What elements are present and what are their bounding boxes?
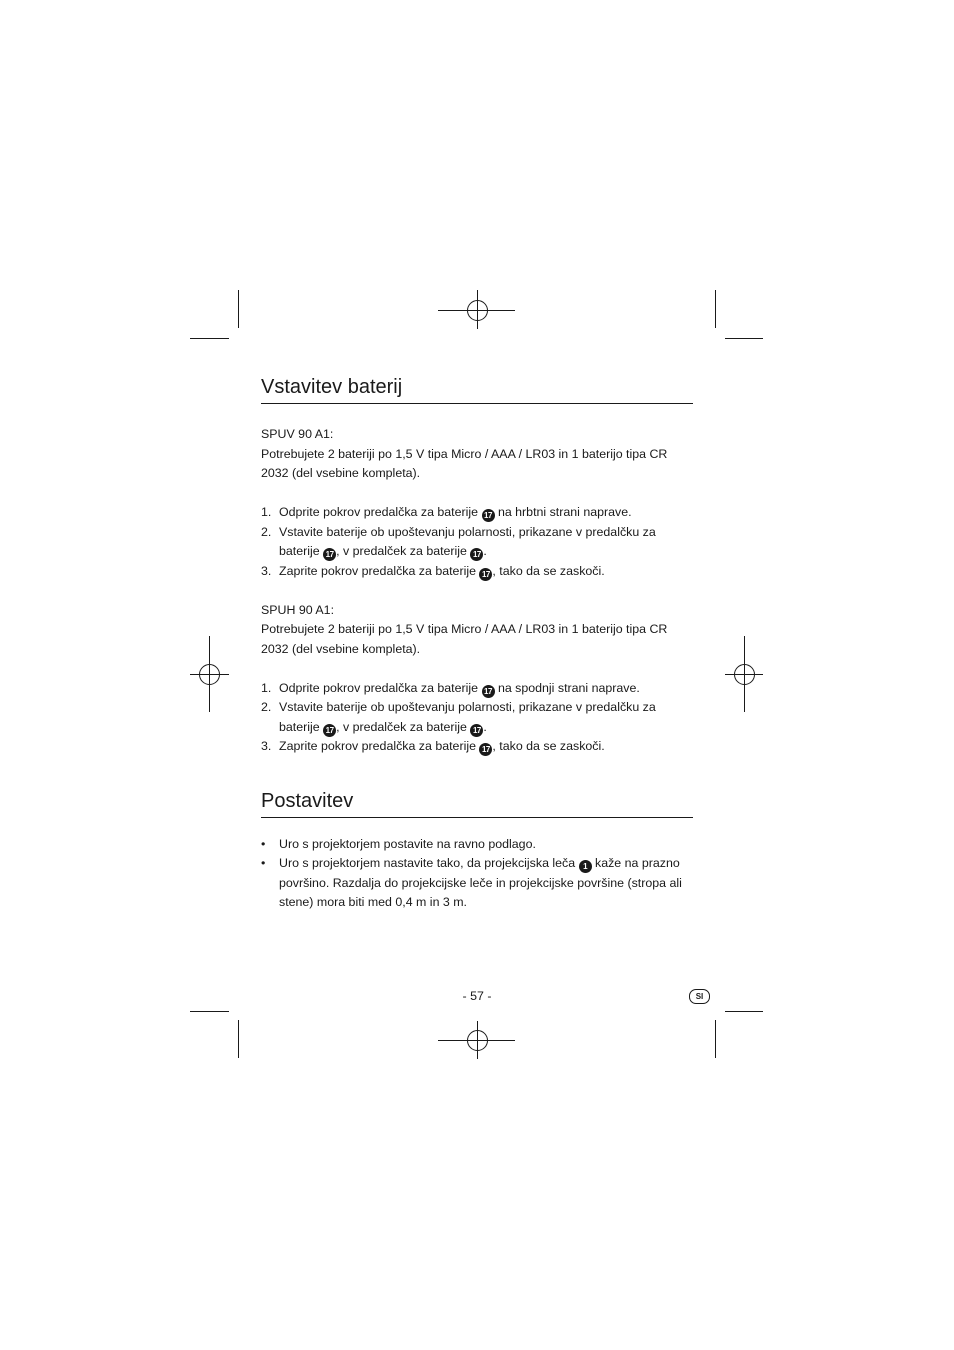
item-text: Odprite pokrov predalčka za baterije	[279, 505, 482, 519]
item-text: kaže na prazno površino. Razdalja do projekcijske leče in projekcijske površine (stropa ali stene) mora biti med 0,4 m in 3 m.	[279, 856, 682, 909]
item-text: Vstavite baterije ob upoštevanju polarnosti, prikazane v predalčku za baterije	[279, 524, 656, 558]
setup-bullets	[261, 835, 693, 913]
registration-mark-bottom	[438, 1021, 515, 1059]
step-number: 3.	[261, 739, 272, 753]
model1-steps	[261, 503, 693, 581]
section-title-battery: Vstavitev baterij	[261, 374, 693, 404]
bullet-item	[261, 835, 693, 855]
registration-mark-right	[725, 636, 763, 712]
step-item	[261, 503, 693, 523]
reference-number-icon: 17	[323, 724, 336, 737]
bullet-marker: •	[261, 856, 266, 870]
item-text: Uro s projektorjem nastavite tako, da projekcijska leča	[279, 856, 579, 870]
registration-mark-top	[438, 290, 515, 329]
model2-text: Potrebujete 2 bateriji po 1,5 V tipa Micro / AAA / LR03 in 1 baterijo tipa CR 2032 (del vsebine kompleta).	[261, 622, 668, 656]
step-item	[261, 679, 693, 699]
bullet-marker: •	[261, 836, 266, 851]
item-text: Odprite pokrov predalčka za baterije	[279, 680, 482, 695]
item-text: , tako da se zaskoči.	[492, 739, 605, 753]
item-text: , tako da se zaskoči.	[492, 563, 605, 578]
step-number: 2.	[261, 524, 272, 539]
step-number: 1.	[261, 680, 272, 695]
page-content	[261, 374, 693, 913]
model1-label: SPUV 90 A1:	[261, 427, 334, 441]
language-badge: SI	[689, 989, 710, 1004]
registration-mark-left	[190, 636, 229, 712]
item-text: , v predalček za baterije	[336, 544, 471, 558]
item-text: Uro s projektorjem postavite na ravno podlago.	[279, 836, 536, 851]
item-text: Zaprite pokrov predalčka za baterije	[279, 563, 480, 578]
reference-number-icon: 17	[479, 743, 492, 756]
step-number: 2.	[261, 700, 272, 714]
model2-label: SPUH 90 A1:	[261, 602, 335, 617]
model1-text: Potrebujete 2 bateriji po 1,5 V tipa Micro / AAA / LR03 in 1 baterijo tipa CR 2032 (del vsebine kompleta).	[261, 446, 668, 480]
step-item	[261, 562, 693, 582]
item-text: .	[483, 719, 487, 734]
step-item	[261, 523, 693, 562]
step-number: 1.	[261, 505, 272, 519]
step-item	[261, 698, 693, 737]
item-text: .	[483, 544, 487, 558]
step-number: 3.	[261, 563, 272, 578]
item-text: na hrbtni strani naprave.	[494, 505, 632, 519]
model1-block	[261, 425, 693, 581]
reference-number-icon: 17	[470, 724, 483, 737]
model2-steps	[261, 679, 693, 757]
reference-number-icon: 17	[479, 568, 492, 581]
reference-number-icon: 1	[579, 860, 592, 873]
bullet-item	[261, 854, 693, 913]
model2-block	[261, 601, 693, 757]
reference-number-icon: 17	[482, 509, 495, 522]
item-text: , v predalček za baterije	[336, 719, 471, 734]
item-text: Zaprite pokrov predalčka za baterije	[279, 739, 480, 753]
item-text: na spodnji strani naprave.	[494, 680, 640, 695]
setup-block	[261, 835, 693, 913]
section-title-setup: Postavitev	[261, 788, 693, 818]
step-item	[261, 737, 693, 757]
reference-number-icon: 17	[482, 685, 495, 698]
reference-number-icon: 17	[323, 548, 336, 561]
reference-number-icon: 17	[470, 548, 483, 561]
item-text: Vstavite baterije ob upoštevanju polarnosti, prikazane v predalčku za baterije	[279, 700, 656, 734]
page-number: - 57 -	[462, 989, 492, 1003]
